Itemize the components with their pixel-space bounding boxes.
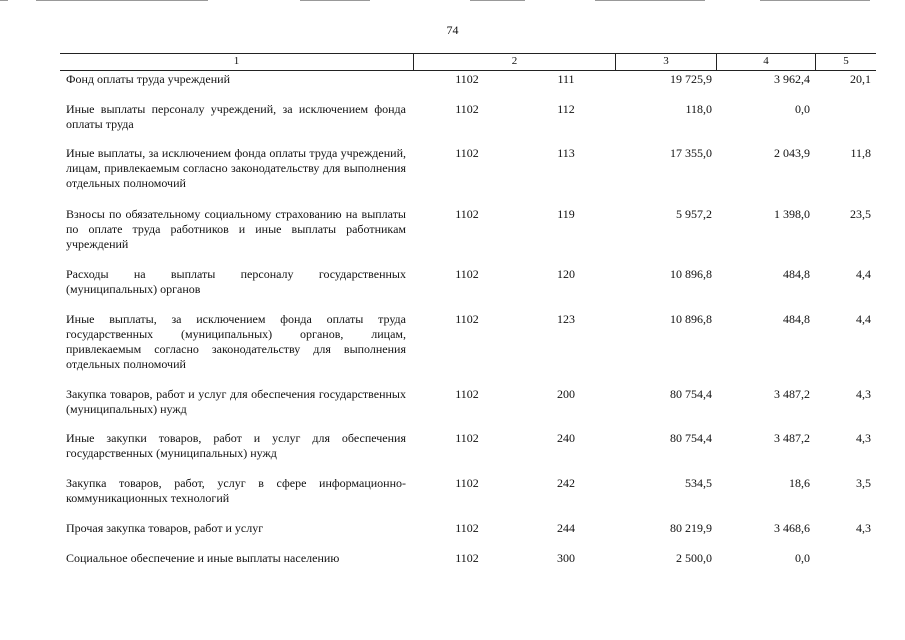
row-plan-value: 118,0 (685, 102, 712, 116)
row-name: Социальное обеспечение и иные выплаты населению (66, 551, 340, 565)
row-plan-value: 80 754,4 (670, 387, 712, 401)
row-plan-value: 10 896,8 (670, 267, 712, 281)
row-plan-value: 5 957,2 (676, 207, 712, 221)
row-name: Взносы по обязательному социальному страхованию на выплаты по оплате труда работников и иные выплаты работникам учреждений (66, 207, 406, 251)
row-expense-code: 244 (557, 521, 575, 535)
row-section-code: 1102 (455, 146, 479, 160)
row-plan-value: 17 355,0 (670, 146, 712, 160)
row-expense-code: 240 (557, 431, 575, 445)
row-percent: 23,5 (850, 207, 871, 221)
row-plan-value: 19 725,9 (670, 72, 712, 86)
row-plan-value: 80 219,9 (670, 521, 712, 535)
row-plan-value: 2 500,0 (676, 551, 712, 565)
row-expense-code: 119 (557, 207, 575, 221)
row-name: Иные выплаты, за исключением фонда оплаты труда государственных (муниципальных) органов, лицам, привлекаемым согласно законодательству для выполнения отдельных полномочий (66, 312, 406, 371)
row-section-code: 1102 (455, 521, 479, 535)
row-name: Прочая закупка товаров, работ и услуг (66, 521, 264, 535)
row-actual-value: 484,8 (783, 312, 810, 326)
row-expense-code: 242 (557, 476, 575, 490)
row-expense-code: 113 (557, 146, 575, 160)
row-section-code: 1102 (455, 312, 479, 326)
row-percent: 4,3 (856, 521, 871, 535)
row-expense-code: 200 (557, 387, 575, 401)
row-section-code: 1102 (455, 207, 479, 221)
row-expense-code: 123 (557, 312, 575, 326)
page-number: 74 (446, 23, 459, 37)
row-percent: 4,4 (856, 267, 871, 281)
row-expense-code: 111 (557, 72, 575, 86)
row-actual-value: 3 468,6 (774, 521, 810, 535)
row-section-code: 1102 (455, 431, 479, 445)
header-col-5: 5 (843, 55, 849, 67)
row-section-code: 1102 (455, 476, 479, 490)
row-plan-value: 10 896,8 (670, 312, 712, 326)
row-expense-code: 300 (557, 551, 575, 565)
row-actual-value: 3 487,2 (774, 431, 810, 445)
row-expense-code: 120 (557, 267, 575, 281)
header-col-4: 4 (763, 55, 769, 67)
header-col-2: 2 (511, 55, 518, 67)
row-percent: 4,4 (856, 312, 871, 326)
row-percent: 20,1 (850, 72, 871, 86)
row-section-code: 1102 (455, 551, 479, 565)
row-plan-value: 534,5 (685, 476, 712, 490)
header-col-1: 1 (233, 55, 240, 67)
row-section-code: 1102 (455, 72, 479, 86)
row-actual-value: 1 398,0 (774, 207, 810, 221)
row-name: Иные выплаты, за исключением фонда оплаты труда учреждений, лицам, привлекаемым согласно законодательству для выполнения отдельных полномочий (66, 146, 406, 190)
row-plan-value: 80 754,4 (670, 431, 712, 445)
header-col-3: 3 (663, 55, 669, 67)
row-name: Закупка товаров, работ и услуг для обеспечения государственных (муниципальных) нужд (66, 387, 406, 416)
row-actual-value: 18,6 (789, 476, 810, 490)
row-name: Закупка товаров, работ, услуг в сфере информационно-коммуникационных технологий (66, 476, 406, 505)
row-section-code: 1102 (455, 102, 479, 116)
row-section-code: 1102 (455, 267, 479, 281)
row-name: Расходы на выплаты персоналу государственных (муниципальных) органов (66, 267, 406, 296)
row-actual-value: 484,8 (783, 267, 810, 281)
row-percent: 4,3 (856, 387, 871, 401)
row-section-code: 1102 (455, 387, 479, 401)
row-actual-value: 3 487,2 (774, 387, 810, 401)
row-name: Иные закупки товаров, работ и услуг для обеспечения государственных (муниципальных) нужд (66, 431, 406, 460)
row-percent: 4,3 (856, 431, 871, 445)
row-actual-value: 2 043,9 (774, 146, 810, 160)
row-actual-value: 0,0 (795, 102, 810, 116)
row-name: Иные выплаты персоналу учреждений, за исключением фонда оплаты труда (66, 102, 406, 131)
row-percent: 3,5 (856, 476, 871, 490)
row-actual-value: 3 962,4 (774, 72, 810, 86)
row-name: Фонд оплаты труда учреждений (66, 72, 230, 86)
row-expense-code: 112 (557, 102, 575, 116)
row-actual-value: 0,0 (795, 551, 810, 565)
row-percent: 11,8 (850, 146, 871, 160)
